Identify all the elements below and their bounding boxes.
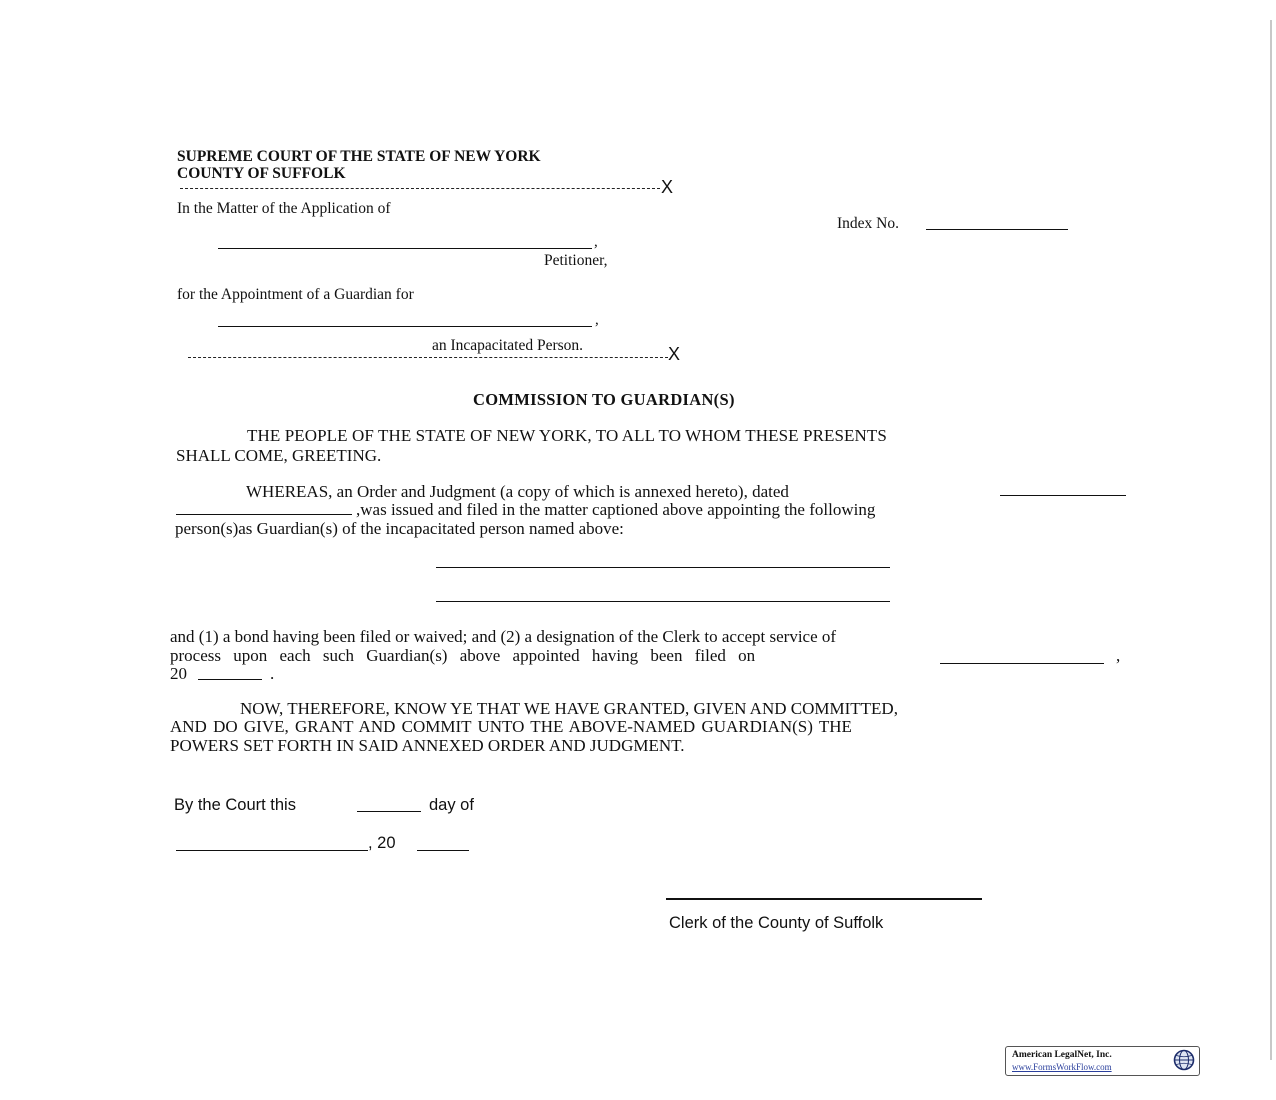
county-name: COUNTY OF SUFFOLK bbox=[177, 165, 346, 182]
caption-bottom-x-mark: X bbox=[668, 344, 681, 364]
american-legalnet-logo[interactable] bbox=[1005, 1046, 1200, 1076]
whereas-line-1: WHEREAS, an Order and Judgment (a copy of which is annexed hereto), dated bbox=[246, 482, 789, 501]
bond-year-prefix: 20 bbox=[170, 664, 187, 683]
day-of-text: day of bbox=[429, 796, 474, 814]
month-blank bbox=[176, 850, 368, 851]
guardian-name-blank-1 bbox=[436, 567, 890, 568]
by-court-text: By the Court this bbox=[174, 796, 296, 814]
order-date-continued-blank bbox=[176, 514, 352, 515]
year-prefix-text: , 20 bbox=[368, 834, 396, 852]
greeting-line-2: SHALL COME, GREETING. bbox=[176, 446, 382, 465]
document-title: COMMISSION TO GUARDIAN(S) bbox=[473, 390, 735, 409]
clerk-label: Clerk of the County of Suffolk bbox=[669, 914, 884, 932]
now-therefore-line-2: AND DO GIVE, GRANT AND COMMIT UNTO THE ABOVE-NAMED GUARDIAN(S) THE bbox=[170, 717, 852, 736]
bond-line-2: process upon each such Guardian(s) above appointed having been filed on bbox=[170, 646, 756, 665]
index-number-label: Index No. bbox=[837, 215, 899, 232]
now-therefore-line-3: POWERS SET FORTH IN SAID ANNEXED ORDER AND JUDGMENT. bbox=[170, 736, 685, 755]
guardian-name-blank-2 bbox=[436, 601, 890, 602]
whereas-line-3: person(s)as Guardian(s) of the incapacitated person named above: bbox=[175, 519, 624, 538]
caption-top-divider bbox=[180, 188, 660, 189]
logo-url-link[interactable]: www.FormsWorkFlow.com bbox=[1012, 1062, 1112, 1072]
logo-company-name: American LegalNet, Inc. bbox=[1012, 1050, 1112, 1060]
year-blank bbox=[417, 850, 469, 851]
bond-line-1: and (1) a bond having been filed or waived; and (2) a designation of the Clerk to accept service of bbox=[170, 627, 837, 646]
bond-line-2-comma: , bbox=[1116, 646, 1121, 665]
caption-top-x-mark: X bbox=[661, 177, 674, 197]
clerk-signature-line bbox=[666, 898, 982, 900]
petitioner-comma: , bbox=[594, 234, 598, 250]
incapacitated-comma: , bbox=[595, 312, 599, 328]
filing-year-blank bbox=[198, 679, 262, 680]
page-edge-shadow bbox=[1270, 20, 1272, 1060]
filing-date-blank bbox=[940, 663, 1104, 664]
globe-icon bbox=[1173, 1049, 1195, 1071]
now-therefore-line-1: NOW, THEREFORE, KNOW YE THAT WE HAVE GRANTED, GIVEN AND COMMITTED, bbox=[240, 699, 898, 718]
order-date-blank bbox=[1000, 495, 1126, 496]
incapacitated-person-name-blank bbox=[218, 326, 592, 327]
caption-bottom-divider bbox=[188, 357, 668, 358]
incapacitated-person-label: an Incapacitated Person. bbox=[432, 337, 584, 354]
petitioner-label: Petitioner, bbox=[544, 252, 608, 269]
whereas-line-2: ,was issued and filed in the matter captioned above appointing the following bbox=[356, 500, 876, 519]
appointment-text: for the Appointment of a Guardian for bbox=[177, 286, 414, 303]
day-number-blank bbox=[357, 811, 421, 812]
in-the-matter-text: In the Matter of the Application of bbox=[177, 200, 391, 217]
bond-line-3-period: . bbox=[270, 664, 275, 683]
petitioner-name-blank bbox=[218, 248, 592, 249]
greeting-line-1: THE PEOPLE OF THE STATE OF NEW YORK, TO ALL TO WHOM THESE PRESENTS bbox=[247, 426, 887, 445]
court-name: SUPREME COURT OF THE STATE OF NEW YORK bbox=[177, 148, 541, 165]
index-number-blank bbox=[926, 229, 1068, 230]
